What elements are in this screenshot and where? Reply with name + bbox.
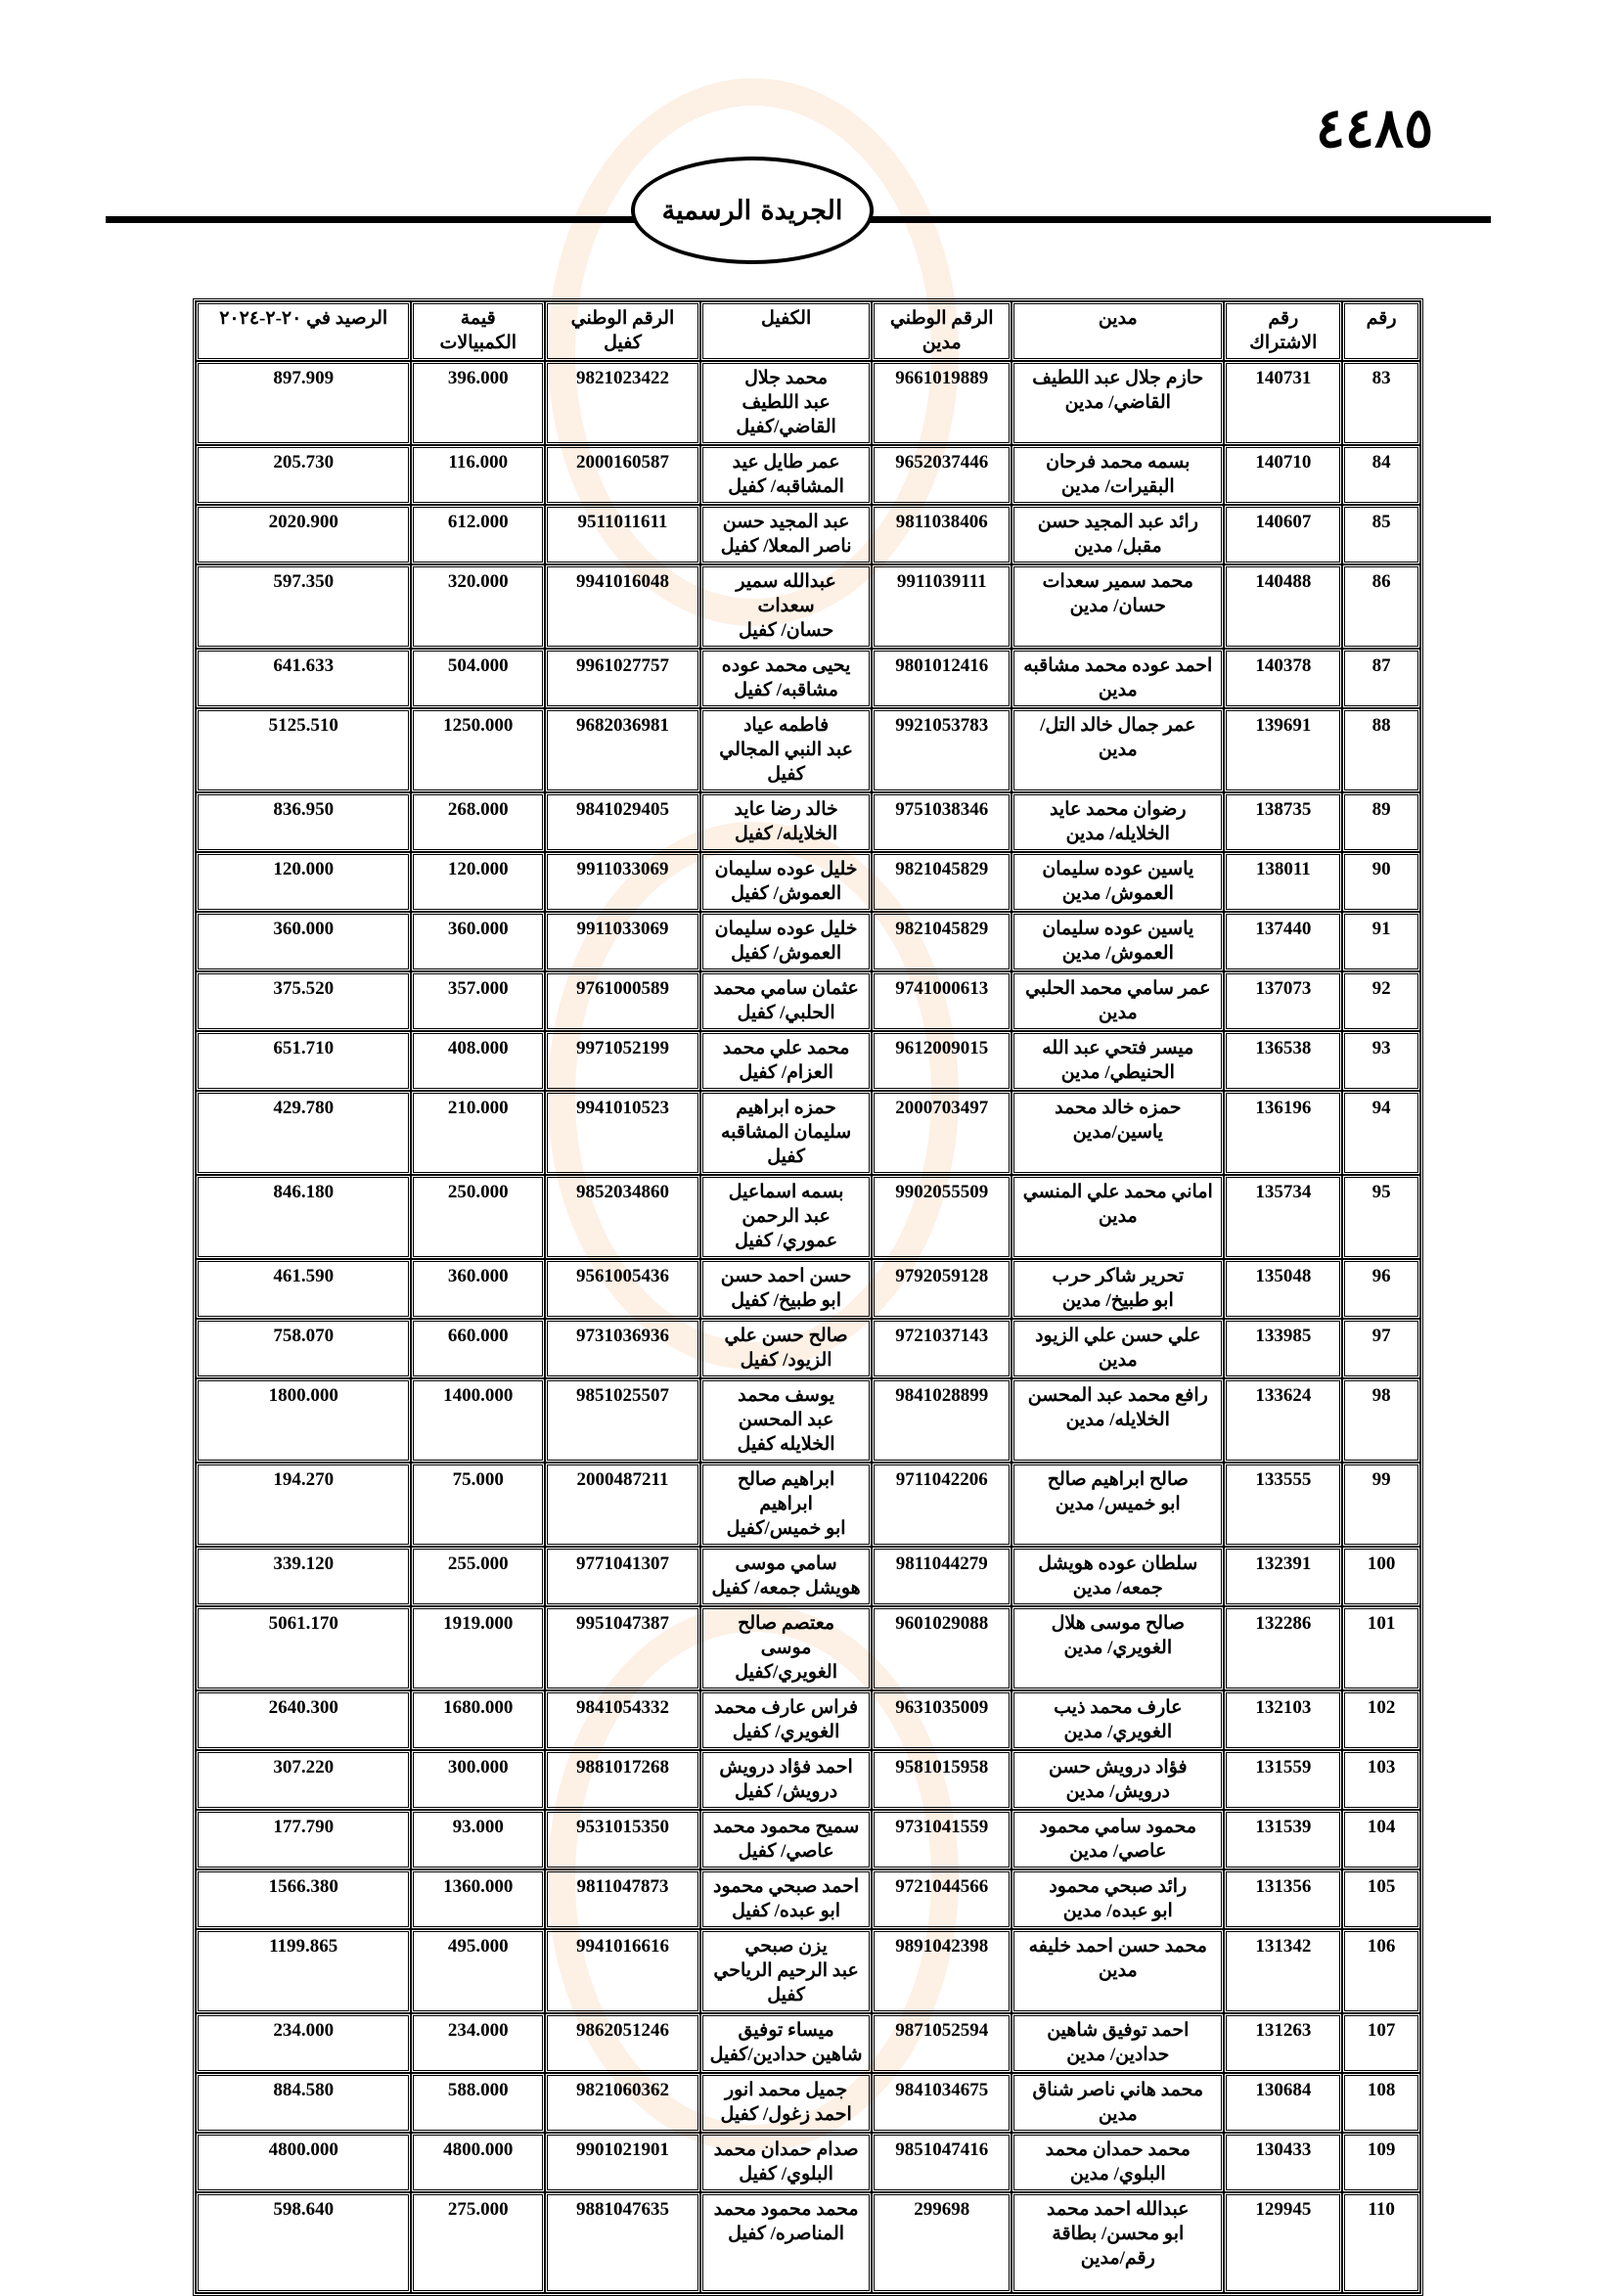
cell-subscription-number: 133555: [1224, 1463, 1342, 1547]
cell-row-number: 93: [1342, 1031, 1420, 1091]
cell-guarantor-national-id: 9901021901: [545, 2133, 700, 2192]
cell-balance: 2640.300: [196, 1690, 411, 1750]
cell-guarantor-national-id: 9731036936: [545, 1319, 700, 1378]
table-row: [196, 1929, 1420, 2013]
cell-bills-value: 357.000: [411, 971, 545, 1031]
cell-debtor-national-id: 2000703497: [872, 1091, 1011, 1175]
cell-guarantor: محمد محمود محمد المناصره/ كفيل: [700, 2192, 873, 2293]
cell-balance: 598.640: [196, 2192, 411, 2293]
cell-debtor-national-id: 9911039111: [872, 564, 1011, 649]
table-row: [196, 1031, 1420, 1091]
cell-subscription-number: 135048: [1224, 1259, 1342, 1319]
cell-balance: 339.120: [196, 1547, 411, 1606]
cell-bills-value: 93.000: [411, 1810, 545, 1869]
cell-debtor: محمد حسن احمد خليفه مدين: [1011, 1929, 1224, 2013]
cell-balance: 429.780: [196, 1091, 411, 1175]
cell-debtor: عبدالله احمد محمد ابو محسن/ بطاقة رقم/مدين: [1011, 2192, 1224, 2293]
cell-debtor-national-id: 9841034675: [872, 2073, 1011, 2133]
cell-subscription-number: 131356: [1224, 1869, 1342, 1929]
cell-guarantor: احمد صبحي محمود ابو عبده/ كفيل: [700, 1869, 873, 1929]
cell-subscription-number: 140710: [1224, 445, 1342, 505]
table-row: [196, 2013, 1420, 2073]
cell-bills-value: 504.000: [411, 649, 545, 708]
table-row: [196, 1319, 1420, 1378]
cell-debtor-national-id: 9721044566: [872, 1869, 1011, 1929]
cell-row-number: 99: [1342, 1463, 1420, 1547]
cell-bills-value: 250.000: [411, 1175, 545, 1259]
table-row: [196, 1547, 1420, 1606]
cell-guarantor-national-id: 2000487211: [545, 1463, 700, 1547]
cell-guarantor: محمد جلال عبد اللطيف القاضي/كفيل: [700, 361, 873, 445]
cell-row-number: 90: [1342, 852, 1420, 912]
cell-balance: 307.220: [196, 1750, 411, 1810]
cell-guarantor: ميساء توفيق شاهين حدادين/كفيل: [700, 2013, 873, 2073]
cell-guarantor: يزن صبحي عبد الرحيم الرياحي كفيل: [700, 1929, 873, 2013]
cell-balance: 234.000: [196, 2013, 411, 2073]
cell-balance: 1800.000: [196, 1378, 411, 1463]
cell-debtor-national-id: 9811038406: [872, 505, 1011, 564]
cell-bills-value: 275.000: [411, 2192, 545, 2293]
cell-guarantor-national-id: 9771041307: [545, 1547, 700, 1606]
cell-guarantor-national-id: 9531015350: [545, 1810, 700, 1869]
cell-guarantor: يوسف محمد عبد المحسن الخلايله كفيل: [700, 1378, 873, 1463]
column-header-guarantor: الكفيل: [700, 301, 873, 361]
cell-debtor-national-id: 9851047416: [872, 2133, 1011, 2192]
cell-row-number: 92: [1342, 971, 1420, 1031]
cell-bills-value: 360.000: [411, 1259, 545, 1319]
cell-row-number: 100: [1342, 1547, 1420, 1606]
cell-subscription-number: 136538: [1224, 1031, 1342, 1091]
cell-subscription-number: 132103: [1224, 1690, 1342, 1750]
cell-debtor-national-id: 9821045829: [872, 912, 1011, 971]
cell-subscription-number: 132286: [1224, 1606, 1342, 1690]
cell-debtor: رضوان محمد عايد الخلايله/ مدين: [1011, 792, 1224, 852]
cell-bills-value: 116.000: [411, 445, 545, 505]
cell-bills-value: 210.000: [411, 1091, 545, 1175]
cell-subscription-number: 136196: [1224, 1091, 1342, 1175]
cell-bills-value: 234.000: [411, 2013, 545, 2073]
cell-guarantor: عمر طايل عيد المشاقبه/ كفيل: [700, 445, 873, 505]
cell-guarantor: ابراهيم صالح ابراهيم ابو خميس/كفيل: [700, 1463, 873, 1547]
table-row: [196, 1606, 1420, 1690]
cell-debtor: محمد حمدان محمد البلوي/ مدين: [1011, 2133, 1224, 2192]
table-row: [196, 1869, 1420, 1929]
cell-guarantor-national-id: 9811047873: [545, 1869, 700, 1929]
cell-debtor: صالح موسى هلال الغويري/ مدين: [1011, 1606, 1224, 1690]
cell-balance: 2020.900: [196, 505, 411, 564]
cell-balance: 846.180: [196, 1175, 411, 1259]
cell-subscription-number: 137440: [1224, 912, 1342, 971]
column-header-debtor-national-id: الرقم الوطني مدين: [872, 301, 1011, 361]
cell-balance: 177.790: [196, 1810, 411, 1869]
cell-subscription-number: 138011: [1224, 852, 1342, 912]
cell-balance: 360.000: [196, 912, 411, 971]
cell-guarantor: خليل عوده سليمان العموش/ كفيل: [700, 852, 873, 912]
cell-bills-value: 120.000: [411, 852, 545, 912]
cell-row-number: 98: [1342, 1378, 1420, 1463]
cell-debtor-national-id: 299698: [872, 2192, 1011, 2293]
cell-guarantor-national-id: 9682036981: [545, 708, 700, 792]
table-row: [196, 1810, 1420, 1869]
cell-subscription-number: 137073: [1224, 971, 1342, 1031]
cell-balance: 758.070: [196, 1319, 411, 1378]
cell-guarantor: بسمه اسماعيل عبد الرحمن عموري/ كفيل: [700, 1175, 873, 1259]
cell-debtor: صالح ابراهيم صالح ابو خميس/ مدين: [1011, 1463, 1224, 1547]
cell-balance: 884.580: [196, 2073, 411, 2133]
column-header-bills-value: قيمة الكمبيالات: [411, 301, 545, 361]
cell-balance: 597.350: [196, 564, 411, 649]
cell-guarantor-national-id: 9961027757: [545, 649, 700, 708]
cell-balance: 120.000: [196, 852, 411, 912]
cell-subscription-number: 132391: [1224, 1547, 1342, 1606]
cell-guarantor-national-id: 9821060362: [545, 2073, 700, 2133]
cell-balance: 1199.865: [196, 1929, 411, 2013]
cell-balance: 641.633: [196, 649, 411, 708]
table-row: [196, 564, 1420, 649]
cell-row-number: 97: [1342, 1319, 1420, 1378]
cell-subscription-number: 131539: [1224, 1810, 1342, 1869]
cell-subscription-number: 133624: [1224, 1378, 1342, 1463]
cell-debtor-national-id: 9741000613: [872, 971, 1011, 1031]
cell-debtor-national-id: 9581015958: [872, 1750, 1011, 1810]
cell-debtor-national-id: 9801012416: [872, 649, 1011, 708]
cell-debtor-national-id: 9871052594: [872, 2013, 1011, 2073]
cell-subscription-number: 129945: [1224, 2192, 1342, 2293]
table-row: [196, 1091, 1420, 1175]
cell-guarantor-national-id: 9841029405: [545, 792, 700, 852]
cell-guarantor: عثمان سامي محمد الحلبي/ كفيل: [700, 971, 873, 1031]
cell-bills-value: 255.000: [411, 1547, 545, 1606]
cell-debtor: رائد عبد المجيد حسن مقبل/ مدين: [1011, 505, 1224, 564]
cell-bills-value: 408.000: [411, 1031, 545, 1091]
cell-bills-value: 1250.000: [411, 708, 545, 792]
cell-subscription-number: 140731: [1224, 361, 1342, 445]
cell-guarantor-national-id: 9561005436: [545, 1259, 700, 1319]
cell-guarantor: سميح محمود محمد عاصي/ كفيل: [700, 1810, 873, 1869]
cell-debtor: بسمه محمد فرحان البقيرات/ مدين: [1011, 445, 1224, 505]
cell-debtor: ياسين عوده سليمان العموش/ مدين: [1011, 852, 1224, 912]
cell-guarantor: جميل محمد انور احمد زغول/ كفيل: [700, 2073, 873, 2133]
cell-bills-value: 396.000: [411, 361, 545, 445]
cell-row-number: 106: [1342, 1929, 1420, 2013]
cell-guarantor-national-id: 9941010523: [545, 1091, 700, 1175]
table-row: [196, 1378, 1420, 1463]
cell-bills-value: 300.000: [411, 1750, 545, 1810]
cell-guarantor: عبدالله سمير سعدات حسان/ كفيل: [700, 564, 873, 649]
cell-subscription-number: 131342: [1224, 1929, 1342, 2013]
cell-bills-value: 320.000: [411, 564, 545, 649]
table-row: [196, 1175, 1420, 1259]
cell-row-number: 84: [1342, 445, 1420, 505]
cell-guarantor: حمزه ابراهيم سليمان المشاقبه كفيل: [700, 1091, 873, 1175]
cell-debtor: تحرير شاكر حرب ابو طبيخ/ مدين: [1011, 1259, 1224, 1319]
cell-subscription-number: 138735: [1224, 792, 1342, 852]
table-row: [196, 792, 1420, 852]
cell-guarantor-national-id: 9821023422: [545, 361, 700, 445]
cell-debtor-national-id: 9601029088: [872, 1606, 1011, 1690]
cell-guarantor: خليل عوده سليمان العموش/ كفيل: [700, 912, 873, 971]
cell-debtor-national-id: 9612009015: [872, 1031, 1011, 1091]
cell-row-number: 89: [1342, 792, 1420, 852]
table-row: [196, 1259, 1420, 1319]
cell-bills-value: 1919.000: [411, 1606, 545, 1690]
cell-row-number: 104: [1342, 1810, 1420, 1869]
cell-row-number: 83: [1342, 361, 1420, 445]
column-header-subscription-number: رقم الاشتراك: [1224, 301, 1342, 361]
cell-debtor-national-id: 9731041559: [872, 1810, 1011, 1869]
cell-guarantor-national-id: 9881017268: [545, 1750, 700, 1810]
cell-row-number: 87: [1342, 649, 1420, 708]
cell-balance: 194.270: [196, 1463, 411, 1547]
cell-row-number: 105: [1342, 1869, 1420, 1929]
cell-row-number: 94: [1342, 1091, 1420, 1175]
cell-debtor-national-id: 9921053783: [872, 708, 1011, 792]
cell-balance: 836.950: [196, 792, 411, 852]
cell-debtor: ميسر فتحي عبد الله الحنيطي/ مدين: [1011, 1031, 1224, 1091]
cell-debtor-national-id: 9652037446: [872, 445, 1011, 505]
cell-debtor: عارف محمد ذيب الغويري/ مدين: [1011, 1690, 1224, 1750]
table-row: [196, 2133, 1420, 2192]
cell-guarantor-national-id: 9941016048: [545, 564, 700, 649]
cell-subscription-number: 139691: [1224, 708, 1342, 792]
cell-guarantor: خالد رضا عايد الخلايله/ كفيل: [700, 792, 873, 852]
table-header-row: [196, 301, 1420, 361]
cell-debtor-national-id: 9792059128: [872, 1259, 1011, 1319]
table-row: [196, 2073, 1420, 2133]
cell-bills-value: 588.000: [411, 2073, 545, 2133]
cell-bills-value: 268.000: [411, 792, 545, 852]
cell-row-number: 108: [1342, 2073, 1420, 2133]
cell-guarantor: احمد فؤاد درويش درويش/ كفيل: [700, 1750, 873, 1810]
cell-debtor: علي حسن علي الزيود مدين: [1011, 1319, 1224, 1378]
cell-guarantor: سامي موسى هويشل جمعه/ كفيل: [700, 1547, 873, 1606]
cell-subscription-number: 133985: [1224, 1319, 1342, 1378]
cell-debtor-national-id: 9631035009: [872, 1690, 1011, 1750]
cell-debtor: رائد صبحي محمود ابو عبده/ مدين: [1011, 1869, 1224, 1929]
cell-guarantor-national-id: 9852034860: [545, 1175, 700, 1259]
cell-debtor-national-id: 9891042398: [872, 1929, 1011, 2013]
cell-debtor: محمود سامي محمود عاصي/ مدين: [1011, 1810, 1224, 1869]
cell-bills-value: 1400.000: [411, 1378, 545, 1463]
cell-guarantor: فاطمه عياد عبد النبي المجالي كفيل: [700, 708, 873, 792]
table-row: [196, 708, 1420, 792]
cell-debtor-national-id: 9711042206: [872, 1463, 1011, 1547]
cell-row-number: 96: [1342, 1259, 1420, 1319]
cell-balance: 461.590: [196, 1259, 411, 1319]
cell-balance: 5061.170: [196, 1606, 411, 1690]
cell-subscription-number: 140607: [1224, 505, 1342, 564]
cell-row-number: 88: [1342, 708, 1420, 792]
cell-guarantor-national-id: 9911033069: [545, 852, 700, 912]
cell-row-number: 91: [1342, 912, 1420, 971]
cell-debtor: سلطان عوده هويشل جمعه/ مدين: [1011, 1547, 1224, 1606]
cell-debtor-national-id: 9751038346: [872, 792, 1011, 852]
cell-row-number: 95: [1342, 1175, 1420, 1259]
cell-subscription-number: 131559: [1224, 1750, 1342, 1810]
cell-debtor-national-id: 9721037143: [872, 1319, 1011, 1378]
cell-debtor: ياسين عوده سليمان العموش/ مدين: [1011, 912, 1224, 971]
debtors-table: [193, 298, 1423, 2296]
cell-guarantor-national-id: 9862051246: [545, 2013, 700, 2073]
cell-subscription-number: 135734: [1224, 1175, 1342, 1259]
cell-debtor: رافع محمد عبد المحسن الخلايله/ مدين: [1011, 1378, 1224, 1463]
cell-bills-value: 495.000: [411, 1929, 545, 2013]
cell-debtor-national-id: 9841028899: [872, 1378, 1011, 1463]
cell-row-number: 85: [1342, 505, 1420, 564]
table-row: [196, 2192, 1420, 2293]
cell-row-number: 101: [1342, 1606, 1420, 1690]
cell-balance: 1566.380: [196, 1869, 411, 1929]
cell-guarantor-national-id: 9511011611: [545, 505, 700, 564]
cell-debtor: محمد هاني ناصر شناق مدين: [1011, 2073, 1224, 2133]
cell-balance: 205.730: [196, 445, 411, 505]
cell-balance: 5125.510: [196, 708, 411, 792]
cell-debtor: حازم جلال عبد اللطيف القاضي/ مدين: [1011, 361, 1224, 445]
cell-guarantor-national-id: 9761000589: [545, 971, 700, 1031]
cell-guarantor: فراس عارف محمد الغويري/ كفيل: [700, 1690, 873, 1750]
cell-guarantor-national-id: 9971052199: [545, 1031, 700, 1091]
cell-row-number: 103: [1342, 1750, 1420, 1810]
table-row: [196, 912, 1420, 971]
cell-subscription-number: 130684: [1224, 2073, 1342, 2133]
cell-subscription-number: 130433: [1224, 2133, 1342, 2192]
gazette-title-text: الجريدة الرسمية: [661, 195, 843, 226]
cell-guarantor-national-id: 9941016616: [545, 1929, 700, 2013]
gazette-title: [631, 157, 874, 264]
cell-bills-value: 660.000: [411, 1319, 545, 1378]
cell-subscription-number: 140488: [1224, 564, 1342, 649]
cell-row-number: 109: [1342, 2133, 1420, 2192]
table-row: [196, 1750, 1420, 1810]
cell-subscription-number: 140378: [1224, 649, 1342, 708]
cell-debtor: عمر جمال خالد التل/ مدين: [1011, 708, 1224, 792]
column-header-guarantor-national-id: الرقم الوطني كفيل: [545, 301, 700, 361]
page-number: ٤٤٨٥: [1315, 96, 1434, 160]
cell-guarantor-national-id: 9951047387: [545, 1606, 700, 1690]
cell-guarantor: يحيى محمد عوده مشاقبه/ كفيل: [700, 649, 873, 708]
cell-guarantor: معتصم صالح موسى الغويري/كفيل: [700, 1606, 873, 1690]
table-row: [196, 505, 1420, 564]
table-row: [196, 971, 1420, 1031]
cell-debtor-national-id: 9821045829: [872, 852, 1011, 912]
table-row: [196, 1690, 1420, 1750]
cell-bills-value: 4800.000: [411, 2133, 545, 2192]
cell-debtor: حمزه خالد محمد ياسين/مدين: [1011, 1091, 1224, 1175]
cell-guarantor-national-id: 9911033069: [545, 912, 700, 971]
cell-debtor: اماني محمد علي المنسي مدين: [1011, 1175, 1224, 1259]
cell-guarantor: صالح حسن علي الزيود/ كفيل: [700, 1319, 873, 1378]
cell-debtor: عمر سامي محمد الحلبي مدين: [1011, 971, 1224, 1031]
cell-debtor-national-id: 9902055509: [872, 1175, 1011, 1259]
cell-debtor-national-id: 9811044279: [872, 1547, 1011, 1606]
cell-guarantor-national-id: 9851025507: [545, 1378, 700, 1463]
cell-debtor-national-id: 9661019889: [872, 361, 1011, 445]
cell-guarantor: حسن احمد حسن ابو طبيخ/ كفيل: [700, 1259, 873, 1319]
table-row: [196, 1463, 1420, 1547]
cell-debtor: احمد عوده محمد مشاقبه مدين: [1011, 649, 1224, 708]
cell-debtor: فؤاد درويش حسن درويش/ مدين: [1011, 1750, 1224, 1810]
cell-balance: 651.710: [196, 1031, 411, 1091]
cell-row-number: 110: [1342, 2192, 1420, 2293]
column-header-balance: الرصيد في ٢٠-٢-٢٠٢٤: [196, 301, 411, 361]
table-row: [196, 361, 1420, 445]
cell-guarantor-national-id: 9881047635: [545, 2192, 700, 2293]
table-row: [196, 852, 1420, 912]
cell-balance: 375.520: [196, 971, 411, 1031]
cell-bills-value: 1360.000: [411, 1869, 545, 1929]
cell-balance: 897.909: [196, 361, 411, 445]
cell-debtor: محمد سمير سعدات حسان/ مدين: [1011, 564, 1224, 649]
cell-guarantor-national-id: 9841054332: [545, 1690, 700, 1750]
cell-row-number: 102: [1342, 1690, 1420, 1750]
cell-row-number: 86: [1342, 564, 1420, 649]
cell-debtor: احمد توفيق شاهين حدادين/ مدين: [1011, 2013, 1224, 2073]
cell-bills-value: 360.000: [411, 912, 545, 971]
cell-bills-value: 1680.000: [411, 1690, 545, 1750]
cell-balance: 4800.000: [196, 2133, 411, 2192]
column-header-row-number: رقم: [1342, 301, 1420, 361]
column-header-debtor: مدين: [1011, 301, 1224, 361]
cell-guarantor: عبد المجيد حسن ناصر المعلا/ كفيل: [700, 505, 873, 564]
cell-bills-value: 75.000: [411, 1463, 545, 1547]
table-row: [196, 649, 1420, 708]
cell-guarantor: محمد علي محمد العزام/ كفيل: [700, 1031, 873, 1091]
cell-row-number: 107: [1342, 2013, 1420, 2073]
cell-bills-value: 612.000: [411, 505, 545, 564]
cell-guarantor-national-id: 2000160587: [545, 445, 700, 505]
cell-guarantor: صدام حمدان محمد البلوي/ كفيل: [700, 2133, 873, 2192]
cell-subscription-number: 131263: [1224, 2013, 1342, 2073]
table-row: [196, 445, 1420, 505]
